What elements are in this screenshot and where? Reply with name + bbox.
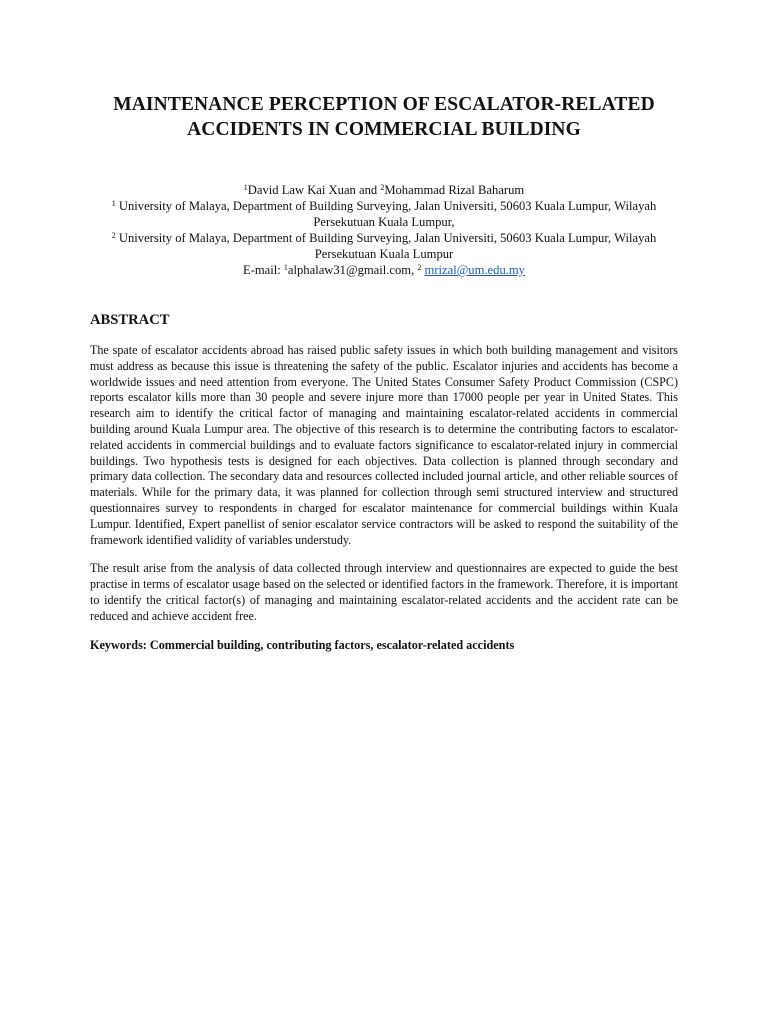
paper-title — [90, 92, 678, 142]
affiliation-2-text: University of Malaya, Department of Building Surveying, Jalan Universiti, 50603 Kuala Lumpur, Wilayah — [115, 231, 657, 245]
abstract-paragraph-2: The result arise from the analysis of data collected through interview and questionnaires are expected to guide the best practise in terms of escalator usage based on the selected or identified factors in the framework. Therefore, it is important to identify the critical factor(s) of managing and maintaining escalator-related accidents and the accident rate can be reduced and achieve accident free. — [90, 561, 678, 623]
affiliation-2-line-1 — [90, 230, 678, 246]
keywords-line: Keywords: Commercial building, contributing factors, escalator-related accidents — [90, 637, 515, 652]
author-2-name: Mohammad Rizal Baharum — [384, 183, 525, 197]
affiliation-2-superscript: 2 — [111, 231, 116, 240]
email-2-link[interactable]: mrizal@um.edu.my — [424, 263, 525, 277]
affiliation-1-text: University of Malaya, Department of Building Surveying, Jalan Universiti, 50603 Kuala Lumpur, Wilayah — [115, 199, 657, 213]
email-1-superscript: 1 — [283, 263, 288, 272]
paper-title-line-1: MAINTENANCE PERCEPTION OF ESCALATOR-RELATED — [113, 94, 655, 115]
abstract-heading: ABSTRACT — [90, 312, 170, 328]
affiliation-1-superscript: 1 — [111, 199, 116, 208]
email-1-text: alphalaw31@gmail.com, — [287, 263, 418, 277]
email-2-superscript: 2 — [417, 263, 422, 272]
abstract-paragraph-1: The spate of escalator accidents abroad has raised public safety issues in which both building management and visitors must address as because this issue is threatening the safety of the public. Escalator injuries and accidents has become a worldwide issues and need attention from everyone. The United States Consumer Safety Product Commission (CSPC) reports escalator kills more than 30 people and severe injure more than 17000 people per year in United States. This research aim to identify the critical factor of managing and maintaining escalator-related accidents in commercial building around Kuala Lumpur area. The objective of this research is to determine the contributing factors to escalator-related accidents in commercial buildings and to evaluate factors significance to escalator-related injury in commercial buildings. Two hypothesis tests is designed for each objectives. Data collection is planned through secondary and primary data collection. The secondary data and resources collected included journal article, and other reliable sources of materials. While for the primary data, it was planned for collection through semi structured interview and structured questionnaires survey to respondents in charged for escalator maintenance for commercial buildings within Kuala Lumpur. Identified, Expert panellist of senior escalator service contractors will be asked to respond the suitability of the framework identified validity of variables understudy. — [90, 343, 678, 547]
affiliation-2-line-2: Persekutuan Kuala Lumpur — [314, 247, 454, 261]
author-line — [90, 182, 678, 198]
affiliation-1-line-2: Persekutuan Kuala Lumpur, — [313, 215, 455, 229]
author-block — [90, 182, 678, 278]
email-prefix: E-mail: — [243, 263, 284, 277]
affiliation-1-line-1 — [90, 198, 678, 214]
author-2-superscript: 2 — [380, 183, 385, 192]
author-1-superscript: 1 — [243, 183, 248, 192]
email-line — [90, 262, 678, 278]
author-1-name: David Law Kai Xuan and — [247, 183, 381, 197]
paper-title-line-2: ACCIDENTS IN COMMERCIAL BUILDING — [187, 119, 581, 140]
